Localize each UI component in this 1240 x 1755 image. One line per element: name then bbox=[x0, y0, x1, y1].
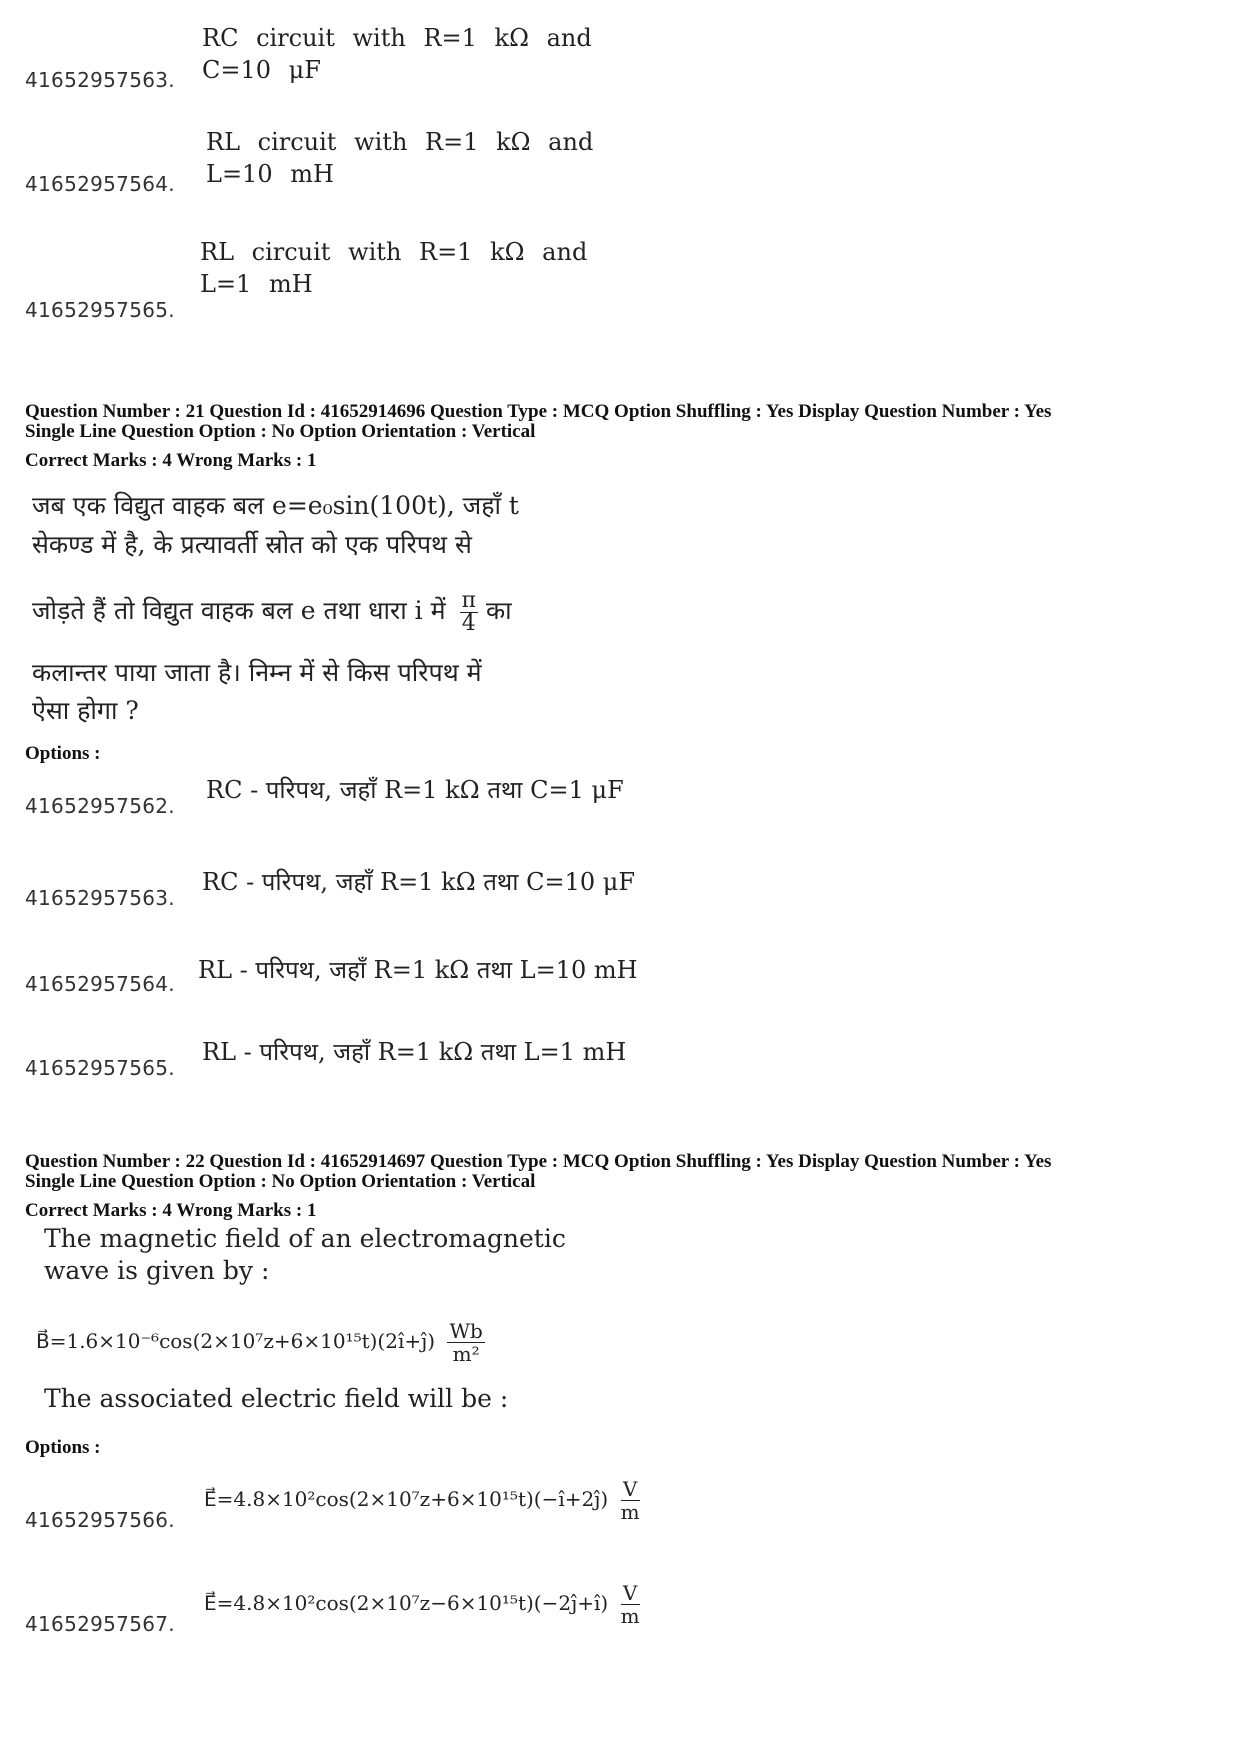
options-label: Options : bbox=[25, 743, 101, 764]
fraction-numerator: π bbox=[461, 588, 476, 613]
option-id: 41652957565. bbox=[25, 1056, 175, 1080]
fraction-denominator: m² bbox=[452, 1342, 480, 1366]
question-text-fragment: का bbox=[485, 596, 512, 625]
option-text: RL circuit with R=1 kΩ and L=10 mH bbox=[206, 128, 594, 188]
fraction-numerator: V bbox=[621, 1582, 640, 1605]
option-id: 41652957565. bbox=[25, 298, 175, 322]
option-id: 41652957566. bbox=[25, 1508, 175, 1532]
fraction-denominator: m bbox=[620, 1500, 640, 1524]
electric-field-equation bbox=[204, 1582, 640, 1627]
question-meta-line1: Question Number : 21 Question Id : 41652914696 Question Type : MCQ Option Shuffling : Yes Display Question Number : Yes bbox=[25, 401, 1052, 422]
fraction-denominator: 4 bbox=[461, 611, 476, 636]
question-line: The associated electric field will be : bbox=[44, 1384, 509, 1413]
option-id: 41652957564. bbox=[25, 172, 175, 196]
fraction-denominator: m bbox=[620, 1604, 640, 1628]
option-id: 41652957567. bbox=[25, 1612, 175, 1636]
option-text: RL - परिपथ, जहाँ R=1 kΩ तथा L=10 mH bbox=[198, 956, 638, 984]
question-line: कलान्तर पाया जाता है। निम्न में से किस परिपथ में bbox=[32, 658, 482, 687]
equation-text: E⃗=4.8×10²cos(2×10⁷z−6×10¹⁵t)(−2ĵ+î) bbox=[204, 1591, 609, 1615]
option-id: 41652957562. bbox=[25, 794, 175, 818]
option-id: 41652957564. bbox=[25, 972, 175, 996]
unit-fraction bbox=[447, 1320, 484, 1365]
question-marks: Correct Marks : 4 Wrong Marks : 1 bbox=[25, 1200, 317, 1221]
electric-field-equation bbox=[204, 1478, 640, 1523]
question-line: ऐसा होगा ? bbox=[32, 696, 139, 725]
question-meta-line1: Question Number : 22 Question Id : 41652914697 Question Type : MCQ Option Shuffling : Yes Display Question Number : Yes bbox=[25, 1151, 1052, 1172]
fraction-numerator: Wb bbox=[449, 1319, 483, 1343]
question-line: The magnetic field of an electromagnetic bbox=[44, 1224, 566, 1253]
question-marks: Correct Marks : 4 Wrong Marks : 1 bbox=[25, 450, 317, 471]
unit-fraction bbox=[621, 1478, 640, 1523]
question-line bbox=[32, 590, 512, 635]
options-label: Options : bbox=[25, 1437, 101, 1458]
option-text: RC - परिपथ, जहाँ R=1 kΩ तथा C=1 μF bbox=[206, 776, 624, 804]
option-id: 41652957563. bbox=[25, 886, 175, 910]
magnetic-field-equation bbox=[36, 1320, 485, 1365]
option-text: RL circuit with R=1 kΩ and L=1 mH bbox=[200, 238, 588, 298]
question-line: जब एक विद्युत वाहक बल e=e₀sin(100t), जहाँ t bbox=[32, 491, 519, 520]
option-text: RC - परिपथ, जहाँ R=1 kΩ तथा C=10 μF bbox=[202, 868, 635, 896]
equation-text: B⃗=1.6×10⁻⁶cos(2×10⁷z+6×10¹⁵t)(2î+ĵ) bbox=[36, 1329, 436, 1353]
question-line: सेकण्ड में है, के प्रत्यावर्ती स्रोत को एक परिपथ से bbox=[32, 530, 472, 559]
question-line: wave is given by : bbox=[44, 1256, 270, 1285]
fraction bbox=[460, 590, 478, 635]
question-meta-line2: Single Line Question Option : No Option Orientation : Vertical bbox=[25, 1171, 536, 1192]
unit-fraction bbox=[621, 1582, 640, 1627]
option-id: 41652957563. bbox=[25, 68, 175, 92]
fraction-numerator: V bbox=[621, 1478, 640, 1501]
equation-text: E⃗=4.8×10²cos(2×10⁷z+6×10¹⁵t)(−î+2ĵ) bbox=[204, 1487, 609, 1511]
question-text-fragment: जोड़ते हैं तो विद्युत वाहक बल e तथा धारा i में bbox=[32, 596, 446, 625]
option-text: RL - परिपथ, जहाँ R=1 kΩ तथा L=1 mH bbox=[202, 1038, 627, 1066]
option-text: RC circuit with R=1 kΩ and C=10 μF bbox=[202, 24, 592, 84]
question-meta-line2: Single Line Question Option : No Option Orientation : Vertical bbox=[25, 421, 536, 442]
